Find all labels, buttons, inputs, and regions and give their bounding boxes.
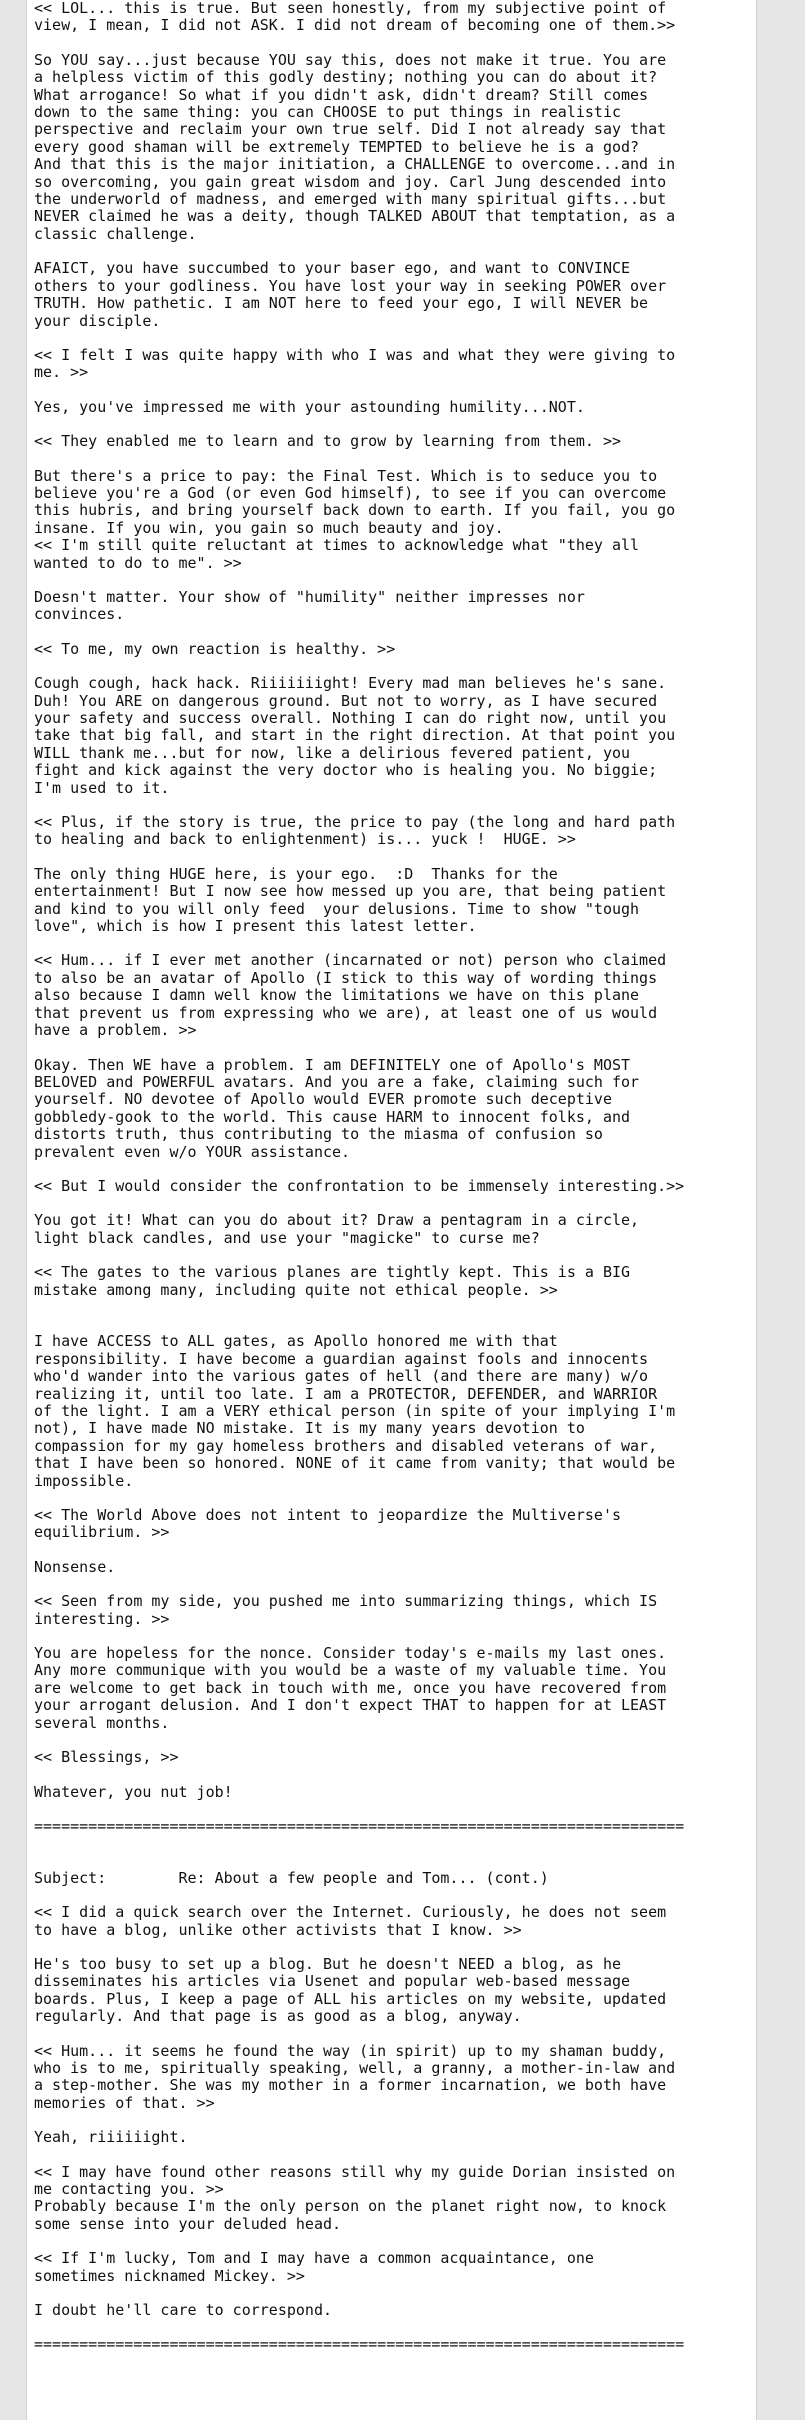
quoted-paragraph: << Hum... if I ever met another (incarnated or not) person who claimed to also be an avatar of Apollo (I stick to this way of wording things also because I damn well know the limitations we have on this plane that prevent us from expressing who we are), at least one of us would have a problem. >> [34, 951, 667, 1040]
quoted-paragraph: << I may have found other reasons still why my guide Dorian insisted on me contacting you. >> Probably because I'm the only person on the planet right now, to knock some sense into your deluded head. [34, 2162, 676, 2233]
quoted-paragraph: << If I'm lucky, Tom and I may have a common acquaintance, one sometimes nicknamed Mickey. >> [34, 2249, 594, 2285]
quoted-paragraph: << I did a quick search over the Internet. Curiously, he does not seem to have a blog, unlike other activists that I know. >> [34, 1903, 667, 1939]
quoted-paragraph: << I felt I was quite happy with who I was and what they were giving to me. >> [34, 345, 676, 382]
reply-paragraph: Whatever, you nut job! [34, 1782, 233, 1801]
reply-paragraph: Okay. Then WE have a problem. I am DEFINITELY one of Apollo's MOST BELOVED and POWERFUL avatars. And you are a fake, claiming such for yourself. NO devotee of Apollo would EVER promote such deceptive gobbledy-gook to the world. This cause HARM to innocent folks, and distorts truth, thus contributing to the miasma of confusion so prevalent even w/o YOUR assistance. [34, 1055, 640, 1161]
quoted-paragraph: << They enabled me to learn and to grow by learning from them. >> [34, 432, 621, 451]
left-margin-rail [0, 0, 27, 2420]
reply-paragraph: The only thing HUGE here, is your ego. :D Thanks for the entertainment! But I now see how messed up you are, that being patient and kind to you will only feed your delusions. Time to show "tough love", which is how I present this latest letter. [34, 864, 667, 936]
reply-paragraph: Cough cough, hack hack. Riiiiiiight! Every mad man believes he's sane. Duh! You ARE on dangerous ground. But not to worry, as I have secured your safety and success overall. Nothing I can do right now, until you take that big fall, and start in the right direction. At that point you WILL thank me...but for now, like a delirious fevered patient, you fight and kick against the very doctor who is healing you. No biggie; I'm used to it. [34, 674, 676, 797]
reply-paragraph: Yes, you've impressed me with your astounding humility...NOT. [34, 397, 585, 416]
reply-paragraph: AFAICT, you have succumbed to your baser ego, and want to CONVINCE others to your godliness. You have lost your way in seeking POWER over TRUTH. How pathetic. I am NOT here to feed your ego, I will NEVER be your disciple. [34, 259, 667, 330]
right-margin-rail [756, 0, 805, 2420]
quoted-paragraph: << The gates to the various planes are tightly kept. This is a BIG mistake among many, including quite not ethical people. >> [34, 1263, 631, 1299]
reply-paragraph: You got it! What can you do about it? Draw a pentagram in a circle, light black candles, and use your "magicke" to curse me? [34, 1211, 640, 1247]
quoted-paragraph: << Seen from my side, you pushed me into summarizing things, which IS interesting. >> [34, 1592, 658, 1628]
quoted-paragraph: << But I would consider the confrontation to be immensely interesting.>> [34, 1176, 685, 1195]
reply-paragraph: I doubt he'll care to correspond. [34, 2301, 333, 2320]
reply-paragraph: Yeah, riiiiiight. [34, 2128, 188, 2147]
separator-rule: ======================================================================== [34, 1816, 685, 1835]
reply-paragraph: Nonsense. [34, 1557, 116, 1576]
quoted-paragraph: << The World Above does not intent to jeopardize the Multiverse's equilibrium. >> [34, 1506, 621, 1542]
reply-paragraph: But there's a price to pay: the Final Test. Which is to seduce you to believe you're a God (or even God himself), to see if you can overcome this hubris, and bring yourself back down to earth. If you fail, you go insane. If you win, you gain so much beauty and joy. << I'm still quite reluctant at times to acknowledge what "they all wanted to do to me". >> [34, 466, 676, 572]
reply-paragraph: You are hopeless for the nonce. Consider today's e-mails my last ones. Any more communique with you would be a waste of my valuable time. You are welcome to get back in touch with me, once you have recovered from your arrogant delusion. And I don't expect THAT to happen for at LEAST several months. [34, 1644, 667, 1732]
quoted-paragraph: << Plus, if the story is true, the price to pay (the long and hard path to healing and back to enlightenment) is... yuck ! HUGE. >> [34, 813, 676, 849]
quoted-paragraph: << To me, my own reaction is healthy. >> [34, 639, 396, 658]
reply-paragraph: Subject: Re: About a few people and Tom... (cont.) [34, 1868, 549, 1887]
reply-paragraph: I have ACCESS to ALL gates, as Apollo honored me with that responsibility. I have become a guardian against fools and innocents who'd wander into the various gates of hell (and there are many) w/o realizing it, until too late. I am a PROTECTOR, DEFENDER, and WARRIOR of the light. I am a VERY ethical person (in spite of your implying I'm not), I have made NO mistake. It is my many years devotion to compassion for my gay homeless brothers and disabled veterans of war, that I have been so honored. NONE of it came from vanity; that would be impossible. [34, 1332, 676, 1490]
separator-rule: ======================================================================== [34, 2335, 685, 2354]
reply-paragraph: So YOU say...just because YOU say this, does not make it true. You are a helpless victim of this godly destiny; nothing you can do about it? What arrogance! So what if you didn't ask, didn't dream? Still comes down to the same thing: you can CHOOSE to put things in realistic perspective and reclaim your own true self. Did I not already say that every good shaman will be extremely TEMPTED to believe he is a god? And that this is the major initiation, a CHALLENGE to overcome...and in so overcoming, you gain great wisdom and joy. Carl Jung descended into the underworld of madness, and emerged with many spiritual gifts...but NEVER claimed he was a deity, though TALKED ABOUT that temptation, as a classic challenge. [34, 50, 676, 243]
reply-paragraph: He's too busy to set up a blog. But he doesn't NEED a blog, as he disseminates his articles via Usenet and popular web-based message boards. Plus, I keep a page of ALL his articles on my website, updated regularly. And that page is as good as a blog, anyway. [34, 1954, 667, 2026]
reply-paragraph: Doesn't matter. Your show of "humility" neither impresses nor convinces. [34, 587, 585, 624]
quoted-paragraph: << LOL... this is true. But seen honestly, from my subjective point of view, I mean, I did not ASK. I did not dream of becoming one of them.>> [34, 0, 676, 35]
document-body [34, 0, 754, 2371]
quoted-paragraph: << Hum... it seems he found the way (in spirit) up to my shaman buddy, who is to me, spiritually speaking, well, a granny, a mother-in-law and a step-mother. She was my mother in a former incarnation, we both have memories of that. >> [34, 2041, 676, 2112]
quoted-paragraph: << Blessings, >> [34, 1748, 179, 1767]
